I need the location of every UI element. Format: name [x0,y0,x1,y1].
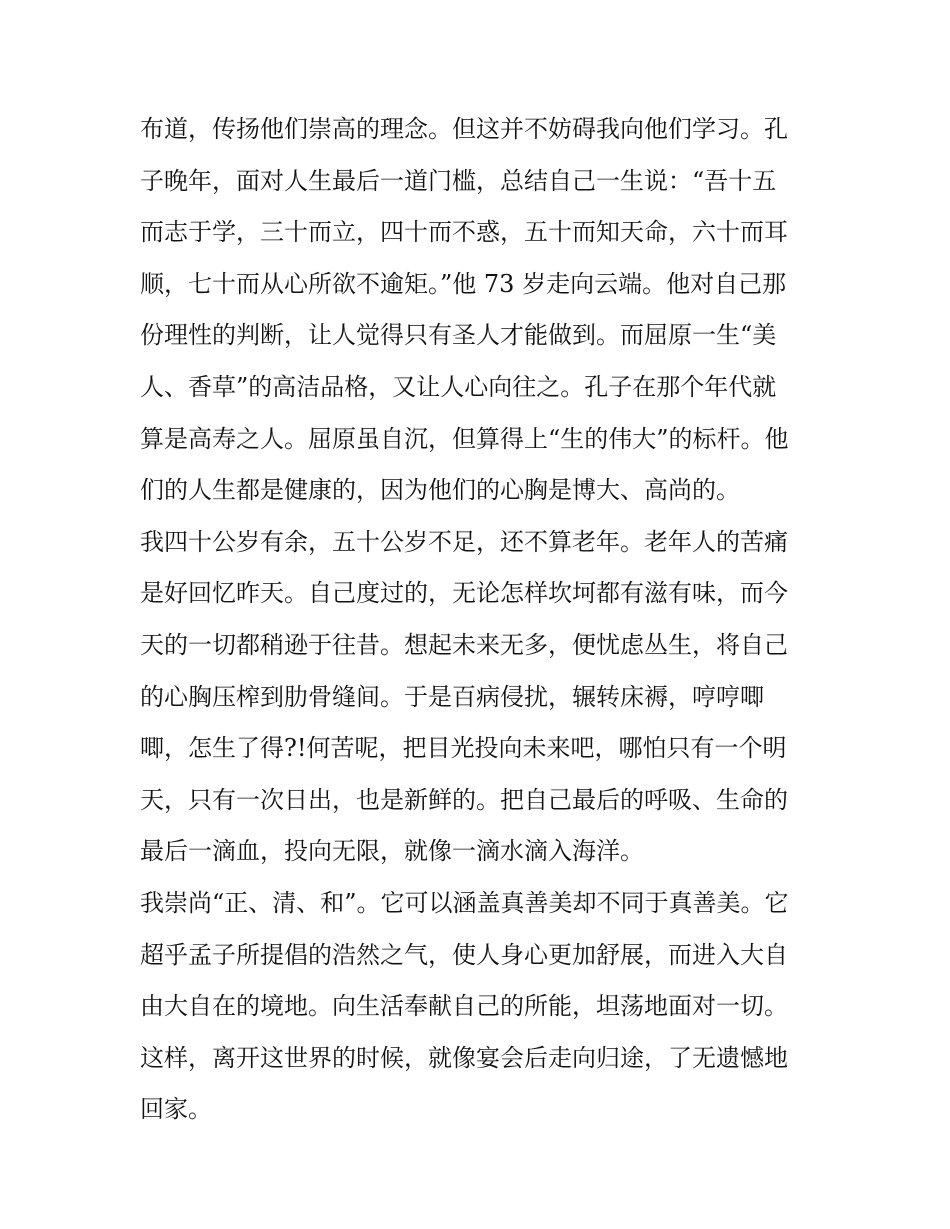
body-text [140,104,820,1136]
text-line-3: 而志于学，三十而立，四十而不惑，五十而知天命，六十而耳 [140,218,788,247]
text-line-8: 们的人生都是健康的，因为他们的心胸是博大、高尚的。 [140,476,740,505]
text-line-15: 最后一滴血，投向无限，就像一滴水滴入海洋。 [140,837,644,866]
text-line-19: 这样，离开这世界的时候，就像宴会后走向归途，了无遗憾地 [140,1043,788,1072]
text-line-9: 我四十公岁有余，五十公岁不足，还不算老年。老年人的苦痛 [140,527,788,556]
text-line-10: 是好回忆昨天。自己度过的，无论怎样坎坷都有滋有味，而今 [140,579,788,608]
text-line-7: 算是高寿之人。屈原虽自沉，但算得上“生的伟大”的标杆。他 [140,424,789,453]
text-line-1: 布道，传扬他们崇高的理念。但这并不妨碍我向他们学习。孔 [140,115,788,143]
text-line-14: 天，只有一次日出，也是新鲜的。把自己最后的呼吸、生命的 [140,785,788,814]
text-line-12: 的心胸压榨到肋骨缝间。于是百病侵扰，辗转床褥，哼哼唧 [140,682,764,711]
text-line-20: 回家。 [140,1095,212,1124]
text-line-13: 唧，怎生了得?!何苦呢，把目光投向未来吧，哪怕只有一个明 [140,734,787,763]
text-line-17: 超乎孟子所提倡的浩然之气，使人身心更加舒展，而进入大自 [140,940,788,969]
text-line-6: 人、香草”的高洁品格，又让人心向往之。孔子在那个年代就 [140,372,777,401]
text-line-11: 天的一切都稍逊于往昔。想起未来无多，便忧虑丛生，将自己 [140,630,788,659]
text-line-18: 由大自在的境地。向生活奉献自己的所能，坦荡地面对一切。 [140,992,788,1021]
text-line-2: 子晚年，面对人生最后一道门槛，总结自己一生说：“吾十五 [140,166,777,195]
text-line-5: 份理性的判断，让人觉得只有圣人才能做到。而屈原一生“美 [140,321,777,350]
text-line-16: 我崇尚“正、清、和”。它可以涵盖真善美却不同于真善美。它 [140,888,789,917]
text-line-4: 顺，七十而从心所欲不逾矩。”他 73 岁走向云端。他对自己那 [140,269,787,298]
